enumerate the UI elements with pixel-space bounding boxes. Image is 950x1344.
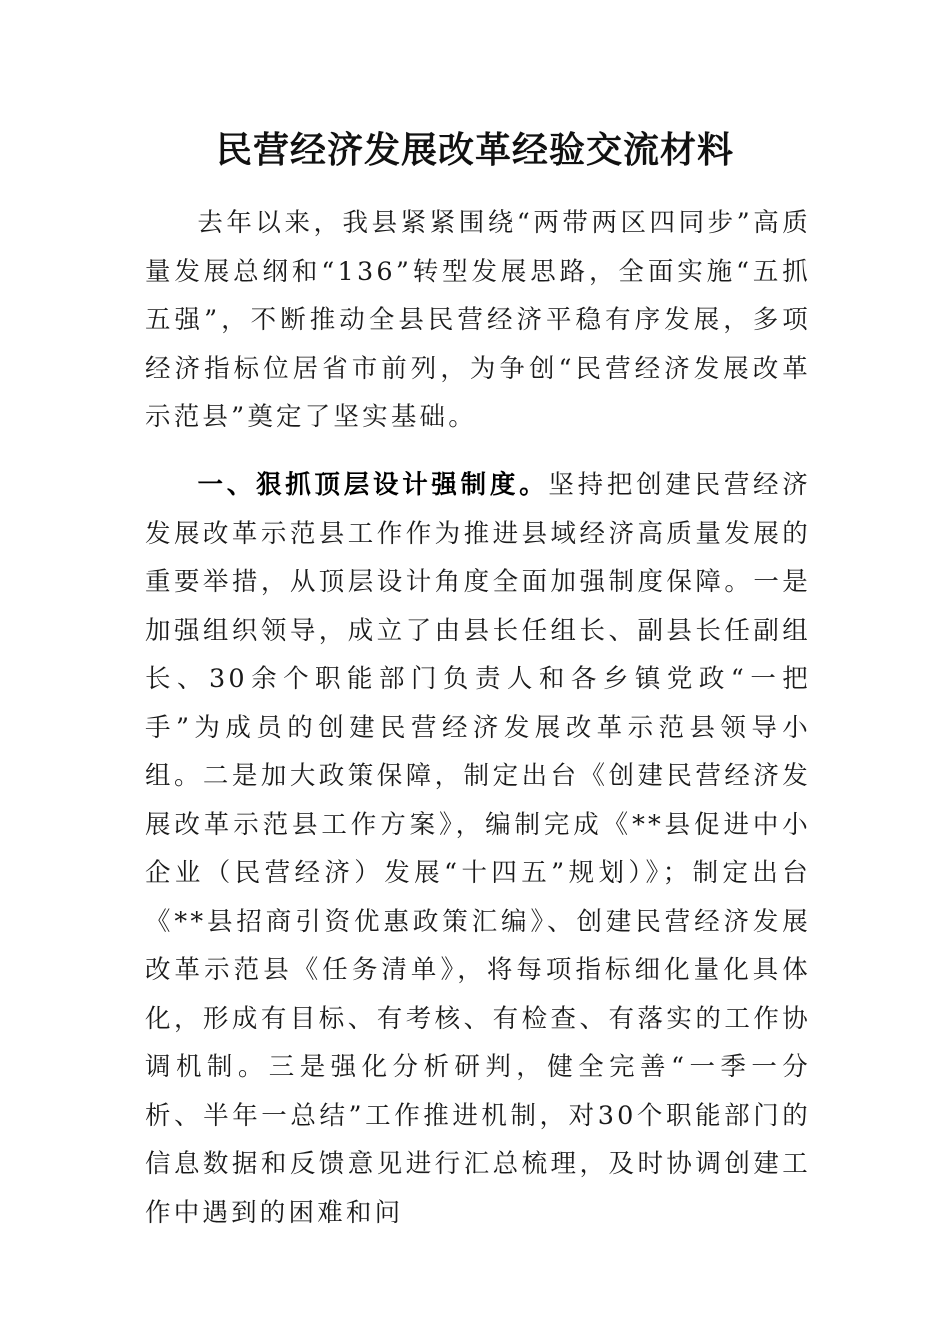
- section-1-paragraph: [145, 461, 811, 1237]
- document-title: 民营经济发展改革经验交流材料: [215, 129, 734, 171]
- intro-paragraph: [145, 199, 811, 442]
- intro-paragraph-text: 去年以来，我县紧紧围绕“两带两区四同步”高质量发展总纲和“136”转型发展思路，全面实施“五抓五强”，不断推动全县民营经济平稳有序发展，多项经济指标位居省市前列，为争创“民营经济发展改革示范县”奠定了坚实基础。: [145, 208, 811, 432]
- section-1-body: 坚持把创建民营经济发展改革示范县工作作为推进县域经济高质量发展的重要举措，从顶层设计角度全面加强制度保障。一是加强组织领导，成立了由县长任组长、副县长任副组长、30余个职能部门负责人和各乡镇党政“一把手”为成员的创建民营经济发展改革示范县领导小组。二是加大政策保障，制定出台《创建民营经济发展改革示范县工作方案》，编制完成《**县促进中小企业（民营经济）发展“十四五”规划）》；制定出台《**县招商引资优惠政策汇编》、创建民营经济发展改革示范县《任务清单》，将每项指标细化量化具体化，形成有目标、有考核、有检查、有落实的工作协调机制。三是强化分析研判，健全完善“一季一分析、半年一总结”工作推进机制，对30个职能部门的信息数据和反馈意见进行汇总梳理，及时协调创建工作中遇到的困难和问: [145, 470, 811, 1228]
- section-1-heading: 一、狠抓顶层设计强制度。: [197, 470, 549, 500]
